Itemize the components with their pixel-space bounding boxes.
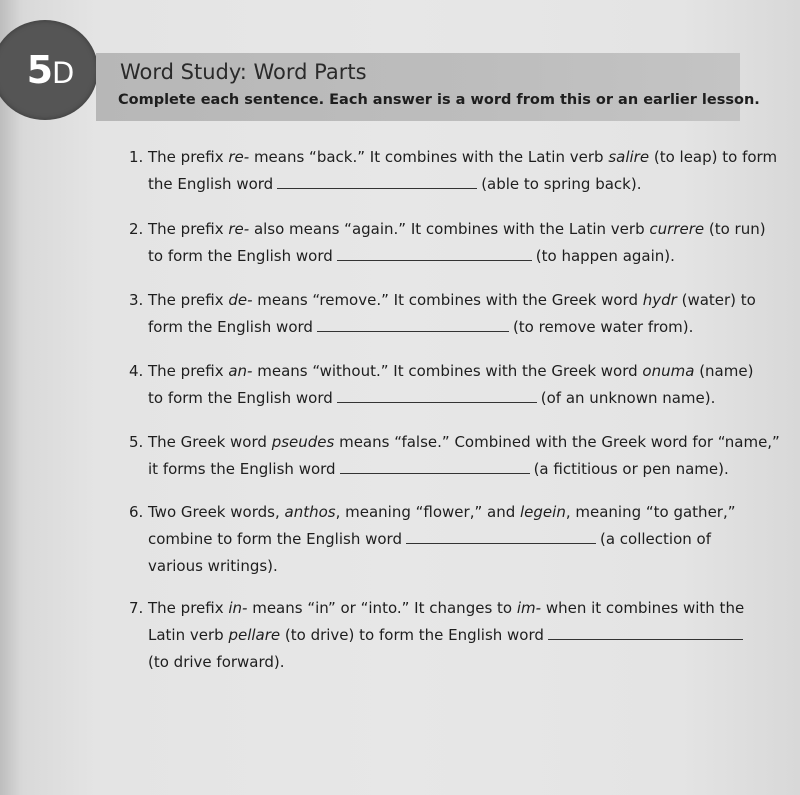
item-text: means “without.” It combines with the Greek word (252, 362, 643, 380)
section-instructions: Complete each sentence. Each answer is a word from this or an earlier lesson. (118, 92, 760, 108)
item-text: means “remove.” It combines with the Greek word (252, 291, 643, 309)
answer-blank[interactable] (340, 459, 530, 474)
word-part-italic: salire (608, 148, 650, 166)
item-text-line (148, 459, 729, 479)
word-part-italic: re- (228, 220, 250, 238)
answer-blank[interactable] (337, 246, 532, 261)
item-text: (to drive forward). (148, 653, 285, 671)
word-part-italic: hydr (642, 291, 677, 309)
item-text: (of an unknown name). (540, 389, 716, 407)
item-text: (to remove water from). (512, 318, 694, 336)
item-text: (name) (694, 362, 754, 380)
item-text-line (148, 317, 693, 337)
word-part-italic: onuma (642, 362, 695, 380)
item-text-line (148, 625, 747, 645)
item-number: 1. (129, 148, 144, 166)
item-text-line (148, 432, 780, 452)
word-part-italic: in- (228, 599, 248, 617)
item-text: form the English word (148, 318, 313, 336)
item-text: (a fictitious or pen name). (533, 460, 729, 478)
word-part-italic: legein (520, 503, 566, 521)
item-text-line (148, 246, 675, 266)
item-text-line (148, 652, 285, 672)
answer-blank[interactable] (406, 529, 596, 544)
word-part-italic: de- (228, 291, 253, 309)
word-part-italic: an- (228, 362, 253, 380)
lesson-badge-letter: D (52, 56, 74, 90)
item-text-line (148, 529, 711, 549)
item-text: also means “again.” It combines with the Latin verb (249, 220, 650, 238)
section-title: Word Study: Word Parts (120, 60, 367, 84)
item-text: various writings). (148, 557, 278, 575)
item-text: it forms the English word (148, 460, 336, 478)
item-text: (water) to (676, 291, 756, 309)
item-text: The prefix (148, 148, 229, 166)
item-text: The prefix (148, 220, 229, 238)
item-text-line (148, 502, 736, 522)
item-text: The prefix (148, 291, 229, 309)
item-text: (a collection of (599, 530, 711, 548)
item-text: The prefix (148, 599, 229, 617)
item-text: (to leap) to form (649, 148, 778, 166)
item-text-line (148, 361, 753, 381)
word-part-italic: pellare (228, 626, 281, 644)
item-text: , meaning “to gather,” (565, 503, 736, 521)
item-number: 5. (129, 433, 144, 451)
item-text: means “in” or “into.” It changes to (247, 599, 517, 617)
item-text: (to run) (704, 220, 766, 238)
item-text-line (148, 388, 715, 408)
answer-blank[interactable] (317, 317, 509, 332)
item-text-line (148, 147, 777, 167)
item-text: (to happen again). (535, 247, 675, 265)
item-number: 7. (129, 599, 144, 617)
item-text: (able to spring back). (481, 175, 642, 193)
item-text: to form the English word (148, 247, 333, 265)
item-text: , meaning “flower,” and (335, 503, 520, 521)
item-text: when it combines with the (541, 599, 745, 617)
word-part-italic: re- (228, 148, 250, 166)
word-part-italic: im- (516, 599, 542, 617)
word-part-italic: pseudes (271, 433, 335, 451)
item-text: to form the English word (148, 389, 333, 407)
item-text-line (148, 174, 641, 194)
item-text: the English word (148, 175, 274, 193)
item-number: 4. (129, 362, 144, 380)
item-number: 2. (129, 220, 144, 238)
item-text: combine to form the English word (148, 530, 402, 548)
item-text: means “false.” Combined with the Greek word for “name,” (334, 433, 780, 451)
word-part-italic: anthos (284, 503, 336, 521)
answer-blank[interactable] (548, 625, 743, 640)
item-number: 6. (129, 503, 144, 521)
answer-blank[interactable] (277, 174, 477, 189)
item-text: The prefix (148, 362, 229, 380)
item-text: The Greek word (148, 433, 272, 451)
item-text-line (148, 290, 756, 310)
item-text-line (148, 219, 766, 239)
item-text-line (148, 598, 744, 618)
item-number: 3. (129, 291, 144, 309)
word-part-italic: currere (649, 220, 705, 238)
item-text: means “back.” It combines with the Latin verb (249, 148, 609, 166)
item-text: Two Greek words, (148, 503, 285, 521)
lesson-badge-number: 5 (26, 48, 53, 92)
item-text: Latin verb (148, 626, 229, 644)
item-text-line (148, 556, 278, 576)
answer-blank[interactable] (337, 388, 537, 403)
item-text: (to drive) to form the English word (280, 626, 544, 644)
